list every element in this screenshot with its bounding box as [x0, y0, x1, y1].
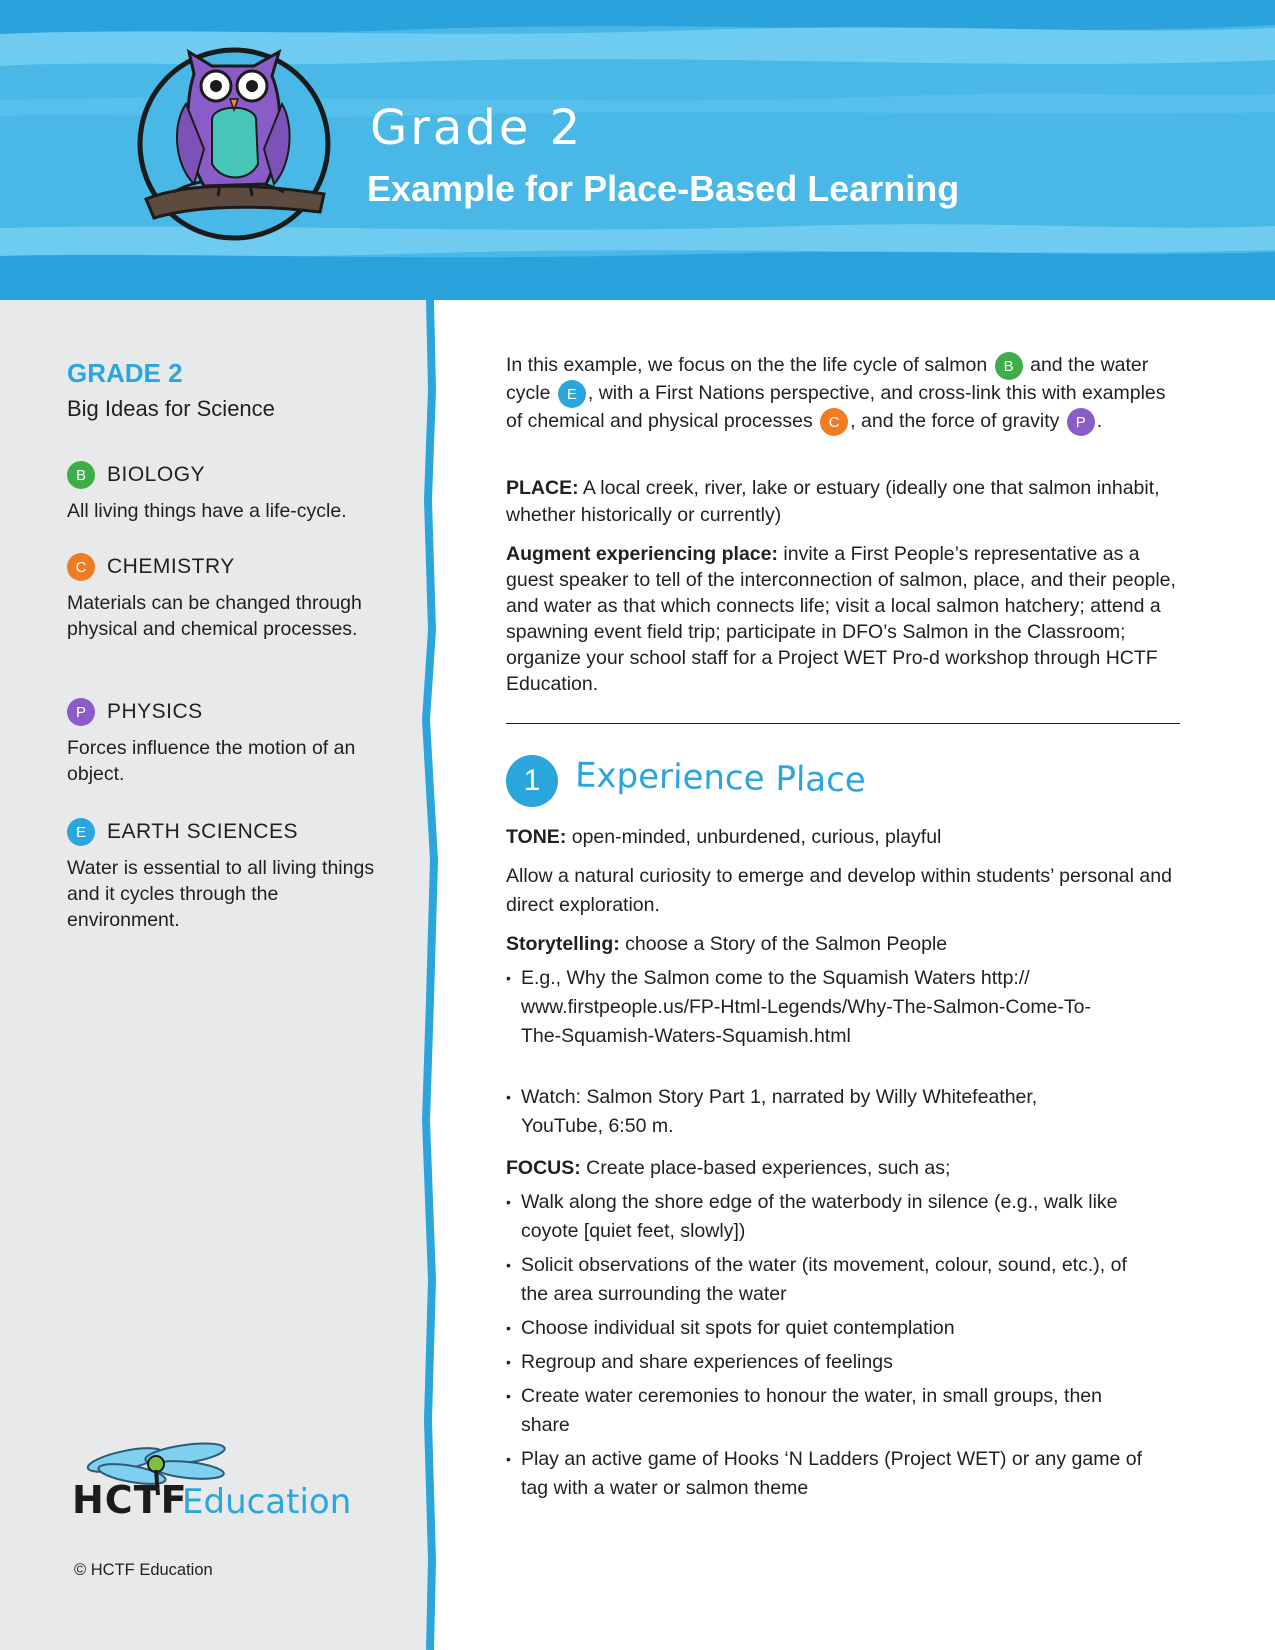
- list-item: • E.g., Why the Salmon come to the Squamish Waters http:// www.firstpeople.us/FP-Html-Legends/Why-The-Salmon-Come-To-The-Squamish-Waters-Squamish.html: [506, 964, 1116, 1051]
- intro-paragraph: [506, 352, 1186, 436]
- page-subtitle: Example for Place-Based Learning: [367, 168, 960, 209]
- section-divider: [506, 723, 1180, 724]
- sidebar-subheading: Big Ideas for Science: [67, 396, 275, 421]
- category-chemistry: [67, 552, 387, 642]
- earth-sciences-badge-icon: E: [558, 380, 586, 408]
- focus-text: Create place-based experiences, such as;: [580, 1157, 951, 1179]
- category-description: Water is essential to all living things and it cycles through the environment.: [67, 857, 375, 931]
- category-description: Materials can be changed through physical and chemical processes.: [67, 592, 362, 640]
- list-item: • Watch: Salmon Story Part 1, narrated by Willy Whitefeather, YouTube, 6:50 m.: [506, 1083, 1116, 1141]
- category-physics: [67, 697, 387, 787]
- focus-label: FOCUS:: [506, 1157, 581, 1179]
- category-name: EARTH SCIENCES: [107, 820, 298, 843]
- list-item: • Create water ceremonies to honour the water, in small groups, then share: [506, 1382, 1156, 1440]
- list-item: • Regroup and share experiences of feelings: [506, 1348, 1156, 1377]
- category-name: PHYSICS: [107, 700, 203, 723]
- list-item: • Play an active game of Hooks ‘N Ladders (Project WET) or any game of tag with a water or salmon theme: [506, 1445, 1156, 1503]
- category-name: CHEMISTRY: [107, 555, 235, 578]
- logo-education-text: Education: [182, 1482, 352, 1522]
- tone-label: TONE:: [506, 826, 567, 848]
- intro-text: , with a First Nations perspective, and cross-link this with examples of chemical and physical processes: [506, 382, 1166, 433]
- sidebar-grade-heading: GRADE 2: [67, 358, 183, 388]
- owl-icon: [134, 44, 334, 244]
- physics-badge-icon: P: [1067, 408, 1095, 436]
- intro-text: and the water cycle: [506, 354, 1149, 405]
- tone-text: open-minded, unburdened, curious, playful: [566, 826, 942, 848]
- augment-text: invite a First People’s representative as a guest speaker to tell of the interconnection of salmon, place, and their people, and water as that which connects life; visit a local salmon hatchery; attend a spawning event field trip; participate in DFO’s Salmon in the Classroom; organize your school staff for a Project WET Pro-d workshop through HCTF Education.: [506, 543, 1176, 695]
- focus-section: [506, 1155, 1186, 1503]
- list-item: • Walk along the shore edge of the waterbody in silence (e.g., walk like coyote [quiet feet, slowly]): [506, 1188, 1156, 1246]
- physics-badge-icon: P: [67, 698, 95, 726]
- step-title: Experience Place: [574, 755, 867, 801]
- intro-text: In this example, we focus on the the life cycle of salmon: [506, 354, 988, 377]
- biology-badge-icon: B: [67, 461, 95, 489]
- hctf-education-logo: [70, 1440, 370, 1530]
- earth-sciences-badge-icon: E: [67, 818, 95, 846]
- list-item: • Solicit observations of the water (its movement, colour, sound, etc.), of the area surrounding the water: [506, 1251, 1156, 1309]
- storytelling-text: choose a Story of the Salmon People: [619, 933, 948, 955]
- place-label: PLACE:: [506, 477, 579, 499]
- chemistry-badge-icon: C: [67, 553, 95, 581]
- category-description: Forces influence the motion of an object.: [67, 737, 356, 785]
- storytelling-section: [506, 931, 1186, 1141]
- category-biology: [67, 460, 387, 524]
- biology-badge-icon: B: [995, 352, 1023, 380]
- logo-hctf-text: HCTF: [72, 1478, 188, 1522]
- copyright: © HCTF Education: [74, 1561, 213, 1579]
- chemistry-badge-icon: C: [820, 408, 848, 436]
- step-number-badge: 1: [506, 755, 558, 807]
- storytelling-label: Storytelling:: [506, 933, 620, 955]
- header-banner: [0, 0, 1275, 300]
- augment-label: Augment experiencing place:: [506, 543, 778, 565]
- page-title: Grade 2: [370, 100, 584, 156]
- allow-paragraph: [506, 862, 1186, 920]
- tone-section: [506, 824, 1186, 851]
- category-earth-sciences: [67, 817, 387, 933]
- place-text: A local creek, river, lake or estuary (ideally one that salmon inhabit, whether historically or currently): [506, 477, 1160, 526]
- sidebar-edge-divider: [420, 300, 450, 1650]
- list-item: • Choose individual sit spots for quiet contemplation: [506, 1314, 1156, 1343]
- place-section: [506, 475, 1186, 529]
- allow-text: Allow a natural curiosity to emerge and develop within students’ personal and direct exploration.: [506, 865, 1172, 916]
- category-description: All living things have a life-cycle.: [67, 500, 347, 522]
- category-name: BIOLOGY: [107, 463, 206, 486]
- augment-section: [506, 541, 1186, 697]
- intro-text: , and the force of gravity: [850, 410, 1060, 433]
- intro-text: .: [1096, 410, 1103, 433]
